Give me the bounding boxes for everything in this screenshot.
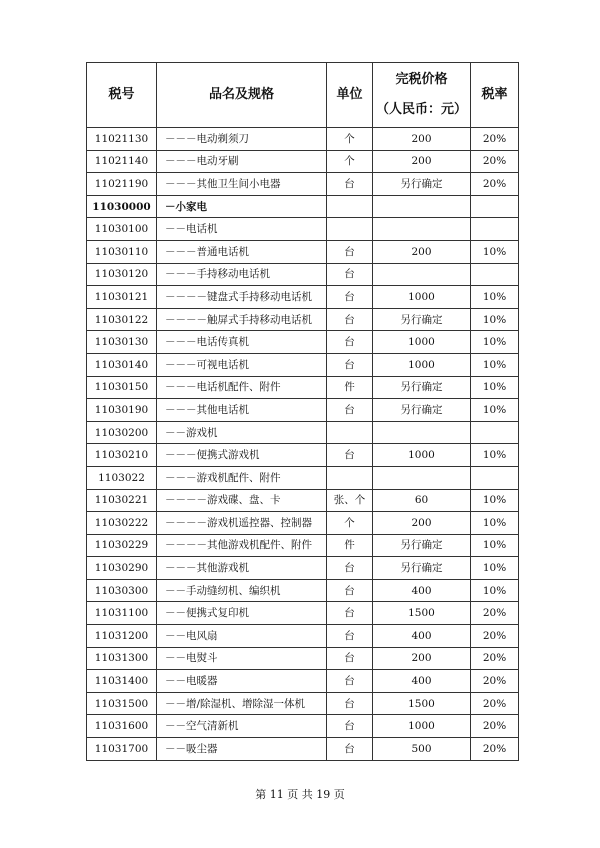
cell-unit: 个 xyxy=(327,128,373,151)
cell-price: 另行确定 xyxy=(373,557,471,580)
cell-price: 200 xyxy=(373,240,471,263)
cell-tax-code: 11031400 xyxy=(87,670,157,693)
table-row xyxy=(87,557,519,580)
cell-price: 1000 xyxy=(373,444,471,467)
cell-item-name: －－－电动剃须刀 xyxy=(157,128,327,151)
cell-tax-code: 11030290 xyxy=(87,557,157,580)
cell-unit: 个 xyxy=(327,512,373,535)
cell-tax-code: 11030190 xyxy=(87,399,157,422)
cell-unit: 台 xyxy=(327,647,373,670)
cell-price: 200 xyxy=(373,150,471,173)
cell-tax-rate: 20% xyxy=(471,738,519,761)
table-row xyxy=(87,263,519,286)
table-row xyxy=(87,195,519,218)
cell-unit: 台 xyxy=(327,240,373,263)
cell-tax-rate: 10% xyxy=(471,286,519,309)
cell-price: 500 xyxy=(373,738,471,761)
cell-unit: 件 xyxy=(327,534,373,557)
cell-tax-rate: 20% xyxy=(471,715,519,738)
cell-tax-rate: 10% xyxy=(471,240,519,263)
cell-unit: 台 xyxy=(327,286,373,309)
cell-item-name: －－－便携式游戏机 xyxy=(157,444,327,467)
cell-item-name: －－－游戏机配件、附件 xyxy=(157,466,327,489)
cell-tax-rate: 20% xyxy=(471,692,519,715)
cell-price: 400 xyxy=(373,579,471,602)
cell-tax-rate: 10% xyxy=(471,353,519,376)
cell-item-name: －－游戏机 xyxy=(157,421,327,444)
cell-price: 1000 xyxy=(373,331,471,354)
cell-tax-rate: 10% xyxy=(471,489,519,512)
cell-tax-rate xyxy=(471,421,519,444)
table-row xyxy=(87,489,519,512)
cell-tax-rate: 10% xyxy=(471,308,519,331)
cell-unit: 件 xyxy=(327,376,373,399)
cell-unit xyxy=(327,195,373,218)
cell-unit: 台 xyxy=(327,715,373,738)
cell-tax-code: 11030229 xyxy=(87,534,157,557)
cell-price: 60 xyxy=(373,489,471,512)
cell-item-name: －－－电话传真机 xyxy=(157,331,327,354)
table-row xyxy=(87,670,519,693)
cell-tax-rate: 10% xyxy=(471,557,519,580)
cell-price: 另行确定 xyxy=(373,308,471,331)
table-row xyxy=(87,399,519,422)
cell-tax-code: 11021140 xyxy=(87,150,157,173)
cell-item-name: －－－手持移动电话机 xyxy=(157,263,327,286)
cell-tax-rate xyxy=(471,263,519,286)
cell-tax-rate xyxy=(471,466,519,489)
table-row xyxy=(87,444,519,467)
page-number: 第 11 页 共 19 页 xyxy=(255,788,345,801)
header-price-line2: （人民币：元） xyxy=(375,102,467,117)
cell-tax-rate: 10% xyxy=(471,376,519,399)
cell-tax-rate: 10% xyxy=(471,444,519,467)
cell-tax-rate xyxy=(471,218,519,241)
cell-tax-rate: 10% xyxy=(471,579,519,602)
cell-tax-code: 11030150 xyxy=(87,376,157,399)
cell-unit: 台 xyxy=(327,331,373,354)
cell-item-name: －－－普通电话机 xyxy=(157,240,327,263)
cell-item-name: －－增/除湿机、增除湿一体机 xyxy=(157,692,327,715)
cell-item-name: －－空气清新机 xyxy=(157,715,327,738)
cell-unit: 台 xyxy=(327,670,373,693)
cell-unit: 台 xyxy=(327,692,373,715)
cell-tax-code: 11031500 xyxy=(87,692,157,715)
cell-tax-rate: 10% xyxy=(471,399,519,422)
cell-tax-rate: 20% xyxy=(471,647,519,670)
cell-unit: 台 xyxy=(327,399,373,422)
table-row xyxy=(87,512,519,535)
cell-price xyxy=(373,263,471,286)
cell-unit: 台 xyxy=(327,625,373,648)
cell-tax-code: 11031700 xyxy=(87,738,157,761)
cell-price xyxy=(373,421,471,444)
cell-tax-code: 11030110 xyxy=(87,240,157,263)
table-row xyxy=(87,421,519,444)
cell-tax-rate: 20% xyxy=(471,670,519,693)
table-row xyxy=(87,376,519,399)
cell-item-name: －－吸尘器 xyxy=(157,738,327,761)
table-row xyxy=(87,173,519,196)
table-row xyxy=(87,353,519,376)
cell-unit xyxy=(327,218,373,241)
cell-price: 1000 xyxy=(373,715,471,738)
cell-tax-rate: 20% xyxy=(471,150,519,173)
table-row xyxy=(87,738,519,761)
cell-tax-code: 11021190 xyxy=(87,173,157,196)
cell-tax-rate: 10% xyxy=(471,534,519,557)
cell-tax-code: 11030000 xyxy=(87,195,157,218)
cell-price: 200 xyxy=(373,512,471,535)
cell-tax-code: 11031200 xyxy=(87,625,157,648)
cell-item-name: －－－－游戏机遥控器、控制器 xyxy=(157,512,327,535)
cell-tax-rate: 10% xyxy=(471,512,519,535)
table-row xyxy=(87,218,519,241)
table-row xyxy=(87,625,519,648)
table-row xyxy=(87,692,519,715)
cell-tax-code: 11031600 xyxy=(87,715,157,738)
cell-item-name: －－－其他卫生间小电器 xyxy=(157,173,327,196)
cell-tax-code: 11030200 xyxy=(87,421,157,444)
tariff-table xyxy=(86,62,519,761)
cell-unit: 个 xyxy=(327,150,373,173)
cell-tax-code: 11031100 xyxy=(87,602,157,625)
table-row xyxy=(87,286,519,309)
table-row xyxy=(87,647,519,670)
cell-item-name: －－－可视电话机 xyxy=(157,353,327,376)
cell-unit xyxy=(327,421,373,444)
cell-tax-rate: 20% xyxy=(471,602,519,625)
table-row xyxy=(87,715,519,738)
table-row xyxy=(87,128,519,151)
table-row xyxy=(87,579,519,602)
cell-item-name: －－－其他游戏机 xyxy=(157,557,327,580)
cell-item-name: －－－电动牙刷 xyxy=(157,150,327,173)
cell-tax-code: 11030120 xyxy=(87,263,157,286)
cell-unit: 台 xyxy=(327,738,373,761)
cell-item-name: －小家电 xyxy=(157,195,327,218)
table-row xyxy=(87,331,519,354)
cell-price: 另行确定 xyxy=(373,376,471,399)
cell-unit: 台 xyxy=(327,173,373,196)
cell-tax-rate: 10% xyxy=(471,331,519,354)
cell-unit xyxy=(327,466,373,489)
cell-unit: 台 xyxy=(327,263,373,286)
cell-price: 400 xyxy=(373,670,471,693)
cell-price: 1500 xyxy=(373,692,471,715)
table-row xyxy=(87,602,519,625)
cell-item-name: －－－－触屏式手持移动电话机 xyxy=(157,308,327,331)
table-row xyxy=(87,150,519,173)
table-row xyxy=(87,240,519,263)
cell-tax-code: 11031300 xyxy=(87,647,157,670)
cell-price: 1500 xyxy=(373,602,471,625)
header-tax-rate: 税率 xyxy=(471,63,519,128)
header-tax-code: 税号 xyxy=(87,63,157,128)
cell-tax-code: 1103022 xyxy=(87,466,157,489)
cell-price xyxy=(373,218,471,241)
cell-price: 另行确定 xyxy=(373,534,471,557)
cell-tax-rate xyxy=(471,195,519,218)
cell-price: 200 xyxy=(373,647,471,670)
header-item-name: 品名及规格 xyxy=(157,63,327,128)
cell-tax-code: 11030130 xyxy=(87,331,157,354)
cell-tax-code: 11030121 xyxy=(87,286,157,309)
cell-item-name: －－电话机 xyxy=(157,218,327,241)
cell-tax-code: 11030122 xyxy=(87,308,157,331)
cell-price xyxy=(373,195,471,218)
cell-tax-code: 11030221 xyxy=(87,489,157,512)
cell-price: 另行确定 xyxy=(373,399,471,422)
cell-item-name: －－手动缝纫机、编织机 xyxy=(157,579,327,602)
table-body xyxy=(87,128,519,761)
cell-item-name: －－－电话机配件、附件 xyxy=(157,376,327,399)
header-price xyxy=(373,63,471,128)
cell-tax-code: 11030100 xyxy=(87,218,157,241)
table-row xyxy=(87,308,519,331)
table-row xyxy=(87,534,519,557)
cell-item-name: －－－－键盘式手持移动电话机 xyxy=(157,286,327,309)
cell-unit: 台 xyxy=(327,353,373,376)
cell-price: 200 xyxy=(373,128,471,151)
cell-unit: 张、个 xyxy=(327,489,373,512)
header-unit: 单位 xyxy=(327,63,373,128)
cell-item-name: －－便携式复印机 xyxy=(157,602,327,625)
cell-tax-rate: 20% xyxy=(471,128,519,151)
cell-unit: 台 xyxy=(327,444,373,467)
table-header-row xyxy=(87,63,519,128)
cell-item-name: －－－－游戏碟、盘、卡 xyxy=(157,489,327,512)
table-row xyxy=(87,466,519,489)
cell-item-name: －－电熨斗 xyxy=(157,647,327,670)
cell-tax-code: 11030222 xyxy=(87,512,157,535)
cell-unit: 台 xyxy=(327,557,373,580)
cell-price: 400 xyxy=(373,625,471,648)
cell-tax-code: 11021130 xyxy=(87,128,157,151)
cell-item-name: －－电风扇 xyxy=(157,625,327,648)
cell-price: 1000 xyxy=(373,353,471,376)
cell-unit: 台 xyxy=(327,308,373,331)
cell-tax-rate: 20% xyxy=(471,625,519,648)
cell-item-name: －－－－其他游戏机配件、附件 xyxy=(157,534,327,557)
cell-price: 1000 xyxy=(373,286,471,309)
cell-price xyxy=(373,466,471,489)
cell-tax-code: 11030210 xyxy=(87,444,157,467)
header-price-line1: 完税价格 xyxy=(395,72,448,87)
cell-tax-code: 11030300 xyxy=(87,579,157,602)
cell-item-name: －－电暖器 xyxy=(157,670,327,693)
cell-item-name: －－－其他电话机 xyxy=(157,399,327,422)
cell-tax-rate: 20% xyxy=(471,173,519,196)
cell-tax-code: 11030140 xyxy=(87,353,157,376)
cell-unit: 台 xyxy=(327,602,373,625)
cell-unit: 台 xyxy=(327,579,373,602)
cell-price: 另行确定 xyxy=(373,173,471,196)
